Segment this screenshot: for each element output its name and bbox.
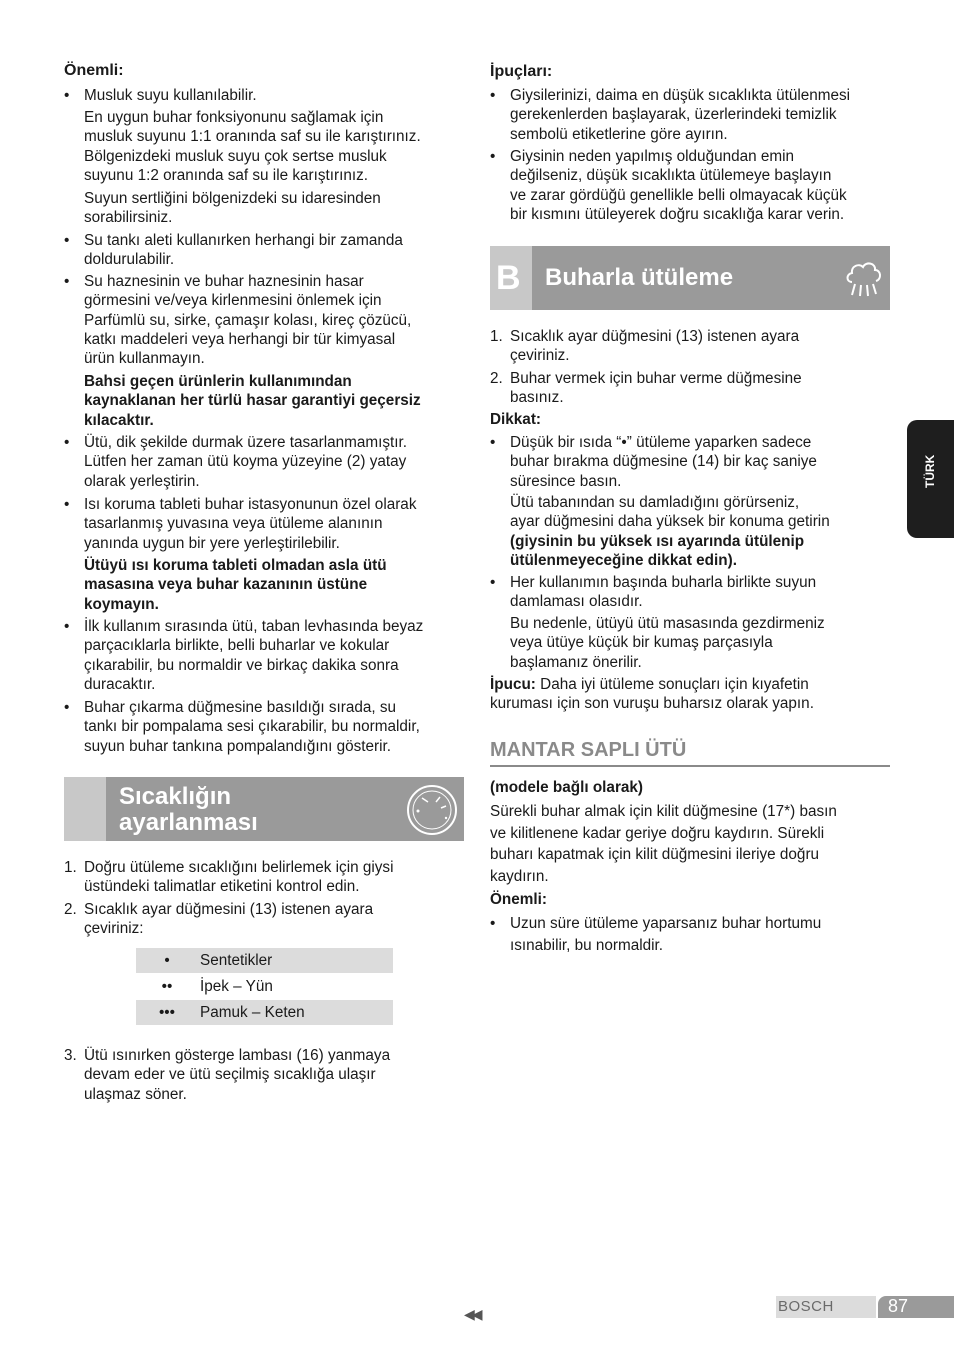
list-text-line: Parfümlü su, sirke, çamaşır kolası, kireç çözücü,: [84, 311, 412, 329]
tip-text-line: Giysinin neden yapılmış olduğundan emin: [510, 148, 795, 165]
paragraph-line: buharı kapatmak için kilit düğmesini ileriye doğru: [490, 846, 820, 863]
bullet-marker: •: [490, 148, 496, 165]
list-text-line: Musluk suyu kullanılabilir.: [84, 87, 257, 104]
dots-label: •: [164, 952, 170, 969]
paragraph-line: Sürekli buhar almak için kilit düğmesine (17*) basın: [490, 803, 837, 820]
tip-text-line: bir kısmını ütüleyerek doğru sıcaklığa karar verin.: [510, 205, 845, 223]
previous-page-icon[interactable]: ◀◀: [464, 1306, 480, 1322]
list-text-line: kaynaklanan her türlü hasar garantiyi geçersiz: [84, 392, 421, 410]
list-text-line: Bahsi geçen ürünlerin kullanımından: [84, 373, 352, 390]
step-number: 1.: [64, 859, 77, 876]
list-text-line: Ütü, dik şekilde durmak üzere tasarlanmamıştır.: [84, 434, 408, 451]
step-number: 3.: [64, 1047, 77, 1064]
language-tab-label: TÜRK: [923, 454, 937, 488]
section-header-temperature: [64, 777, 464, 841]
list-text-line: duracaktır.: [84, 675, 156, 693]
bullet-marker: •: [490, 87, 496, 104]
bullet-marker: •: [64, 699, 70, 716]
section-title: Buharla ütüleme: [545, 264, 734, 291]
bullet-marker: •: [64, 232, 70, 249]
step-text-line: Buhar vermek için buhar verme düğmesine: [510, 370, 802, 387]
step-text-line: basınız.: [510, 389, 564, 407]
step-text-line: devam eder ve ütü seçilmiş sıcaklığa ulaşır: [84, 1066, 376, 1084]
model-note: (modele bağlı olarak): [490, 779, 644, 796]
steam-icon: [844, 258, 884, 300]
caution-text-line: Ütü tabanından su damladığını görürseniz,: [510, 494, 800, 511]
list-text-line: yanında uygun bir yere yerleştirilebilir.: [84, 534, 340, 552]
list-text-line: Su tankı aleti kullanırken herhangi bir zamanda: [84, 232, 403, 249]
tip-text-line: sembolü etiketlerine göre ayırın.: [510, 125, 728, 143]
heading-rule: [490, 765, 890, 767]
list-text-line: Su haznesinin ve buhar haznesinin hasar: [84, 273, 364, 290]
tip-text-1: Daha iyi ütüleme sonuçları için kıyafetin: [535, 676, 809, 693]
caution-text-line: ayar düğmesini daha yüksek bir konuma getirin: [510, 513, 830, 531]
section-tab: [64, 777, 106, 841]
step-text-line: çeviriniz.: [510, 347, 570, 365]
brand-label: BOSCH: [778, 1298, 834, 1315]
tip-text-line: değilseniz, düşük sıcaklıkta ütülemeye başlayın: [510, 167, 832, 185]
caution-bold-line: (giysinin bu yüksek ısı ayarında ütülenip: [510, 532, 805, 550]
step-text-line: üstündeki talimatlar etiketini kontrol edin.: [84, 878, 360, 896]
fabric-label: İpek – Yün: [200, 978, 273, 995]
step-text-line: Sıcaklık ayar düğmesini (13) istenen ayara: [84, 901, 374, 918]
bullet-marker: •: [490, 574, 496, 591]
page-number: 87: [888, 1296, 909, 1316]
paragraph-line: ve kilitlenene kadar geriye doğru kaydırın. Sürekli: [490, 824, 825, 842]
list-text-line: tasarlanmış yuvasına veya ütüleme alanının: [84, 515, 383, 533]
tips-heading: İpuçları:: [490, 63, 553, 80]
step-number: 2.: [490, 370, 503, 387]
list-text-line: Bölgenizdeki musluk suyu çok sertse musluk: [84, 147, 387, 165]
step-text-line: ulaşmaz söner.: [84, 1085, 187, 1103]
dots-label: ••: [161, 978, 173, 995]
list-text-line: masasına veya buhar kazanının üstüne: [84, 576, 368, 594]
list-text-line: olarak yerleştirin.: [84, 472, 200, 490]
list-text-line: ürün kullanmayın.: [84, 350, 205, 368]
tip-paragraph: [490, 675, 890, 714]
caution-text-line: damlaması olasıdır.: [510, 593, 643, 611]
paragraph-line: kaydırın.: [490, 867, 549, 885]
caution-text-line: buhar bırakma düğmesine (14) bir kaç saniye: [510, 453, 817, 471]
language-tab: [907, 420, 954, 538]
bullet-marker: •: [490, 434, 496, 451]
step-text-line: Sıcaklık ayar düğmesini (13) istenen ayara: [510, 328, 800, 345]
bullet-marker: •: [64, 87, 70, 104]
bullet-marker: •: [64, 496, 70, 513]
bullet-marker: •: [64, 273, 70, 290]
list-text-line: tankı bir pompalama sesi çıkarabilir, bu normaldir,: [84, 718, 420, 736]
list-text-line: Isı koruma tableti buhar istasyonunun özel olarak: [84, 496, 417, 513]
table-row: [136, 948, 393, 973]
bullet-marker: •: [490, 915, 496, 932]
tip-text-line: gerekenlerden başlayarak, üzerlerindeki temizlik: [510, 106, 837, 124]
temperature-dial-icon: [406, 784, 458, 836]
caution-text-line: başlamanız önerilir.: [510, 653, 642, 671]
list-text-line: koymayın.: [84, 595, 159, 613]
caution-text-line: süresince basın.: [510, 472, 622, 490]
section-title-line2: ayarlanması: [119, 809, 258, 836]
list-text-line: doldurulabilir.: [84, 251, 175, 269]
list-text-line: suyun buhar tankına pompalandığını gösterir.: [84, 737, 391, 755]
section-header-steam: [490, 246, 890, 310]
step-text-line: Doğru ütüleme sıcaklığını belirlemek için giysi: [84, 859, 394, 876]
dots-label: •••: [158, 1004, 176, 1021]
list-text-line: Ütüyü ısı koruma tableti olmadan asla ütü: [84, 557, 387, 574]
section-letter: B: [496, 259, 521, 297]
list-text-line: Suyun sertliğini bölgenizdeki su idaresinden: [84, 190, 381, 207]
step-text-line: çeviriniz:: [84, 920, 144, 938]
footer-brand-bar: [776, 1296, 876, 1318]
table-row: [136, 1000, 393, 1025]
caution-text-line: Düşük bir ısıda “•” ütüleme yaparken sadece: [510, 434, 812, 451]
list-text-line: musluk suyunu 1:1 oranında saf su ile karıştırınız.: [84, 128, 421, 146]
list-text-line: ısınabilir, bu normaldir.: [510, 936, 664, 954]
list-text-line: En uygun buhar fonksiyonunu sağlamak için: [84, 109, 384, 126]
list-text-line: çıkarabilir, bu normaldir ve birkaç dakika sonra: [84, 656, 399, 674]
bullet-marker: •: [64, 434, 70, 451]
fabric-label: Sentetikler: [200, 952, 273, 969]
tip-text-line: ve zarar gördüğü genellikle belli olmayacak küçük: [510, 186, 847, 204]
bullet-marker: •: [64, 618, 70, 635]
list-text-line: suyunu 1:2 oranında saf su ile karıştırınız.: [84, 166, 368, 184]
mushroom-handle-heading: MANTAR SAPLI ÜTÜ: [490, 739, 687, 761]
fabric-label: Pamuk – Keten: [200, 1004, 305, 1021]
tip-text-line: Giysilerinizi, daima en düşük sıcaklıkta ütülenmesi: [510, 87, 851, 104]
list-text-line: parçacıklarla birlikte, belli buharlar ve kokular: [84, 637, 390, 655]
important-heading: Önemli:: [64, 62, 124, 79]
caution-text-line: Bu nedenle, ütüyü ütü masasında gezdirmeniz: [510, 615, 825, 632]
list-text-line: görmesini ve/veya kirlenmesini önlemek için: [84, 292, 382, 310]
list-text-line: Buhar çıkarma düğmesine basıldığı sırada, su: [84, 699, 397, 716]
tip-label: İpucu:: [490, 676, 536, 693]
list-text-line: katkı maddeleri veya herhangi bir tür kimyasal: [84, 330, 396, 348]
list-text-line: sorabilirsiniz.: [84, 209, 173, 227]
caution-heading: Dikkat:: [490, 411, 542, 428]
step-number: 1.: [490, 328, 503, 345]
footer-page-bar: [878, 1296, 954, 1318]
caution-text-line: veya ütüye küçük bir kumaş parçasıyla: [510, 634, 773, 652]
step-text-line: Ütü ısınırken gösterge lambası (16) yanmaya: [84, 1047, 391, 1064]
list-text-line: kılacaktır.: [84, 411, 154, 429]
list-text-line: İlk kullanım sırasında ütü, taban levhasında beyaz: [84, 618, 424, 635]
important-heading-2: Önemli:: [490, 891, 547, 908]
caution-bold-line: ütülenmeyeceğine dikkat edin).: [510, 551, 737, 569]
list-text-line: Uzun süre ütüleme yaparsanız buhar hortumu: [510, 915, 822, 932]
step-number: 2.: [64, 901, 77, 918]
section-title-line1: Sıcaklığın: [119, 783, 232, 810]
caution-text-line: Her kullanımın başında buharla birlikte suyun: [510, 574, 817, 591]
table-row: [136, 974, 393, 999]
list-text-line: Lütfen her zaman ütü koyma yüzeyine (2) yatay: [84, 453, 407, 471]
tip-text-2: kuruması için son vuruşu buharsız olarak yapın.: [490, 695, 814, 713]
